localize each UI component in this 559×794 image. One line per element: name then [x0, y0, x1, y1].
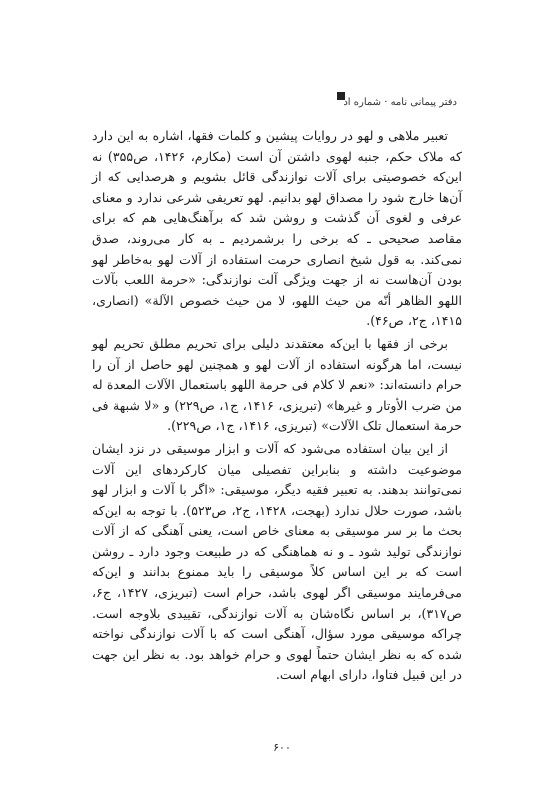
- page-number: ۶۰۰: [273, 741, 291, 754]
- body-text: [92, 126, 462, 686]
- paragraph-3: از این بیان استفاده می‌شود که آلات و ابزار موسیقی در نزد ایشان موضوعیت داشته و بنابراین تفصیلی میان کارکردهای این آلات نمی‌توانند بدهند. به تعبیر فقیه دیگر، موسیقی: «اگر با آلات و ابزار لهو باشد، صورت حلال ندارد (بهجت، ۱۴۲۸، ج۲، ص۵۲۳). با توجه به این‌که بحث ما بر سر موسیقی به معنای خاص است، یعنی آهنگی که از آلات نوازندگی تولید شود ـ و نه هماهنگی که در طبیعت وجود دارد ـ روشن است که بر این اساس کلاً موسیقی را باید ممنوع بدانند و این‌که می‌فرمایند موسیقی اگر لهوی باشد، حرام است (تبریزی، ۱۴۲۷، ج۶، ص۳۱۷)، بر اساس نگاه‌شان به آلات نوازندگی، تقییدی بلاوجه است. چراکه موسیقی مورد سؤال، آهنگی است که با آلات نوازندگی نواخته شده که به نظر ایشان حتماً لهوی و حرام خواهد بود. به نظر این جهت در این قبیل فتاوا، دارای ابهام است.: [92, 440, 463, 683]
- paragraph-2: برخی از فقها با این‌که معتقدند دلیلی برای تحریم مطلق تحریم لهو نیست، اما هرگونه استفاده از آلات لهو و همچنین لهو حاصل از آن را حرام دانسته‌اند: «نعم لا کلام فی حرمة اللهو باستعمال الآلات المعدة له من ضرب الأوتار و غیرها» (تبریزی، ۱۴۱۶، ج۱، ص۲۲۹) و «لا شبهة فی حرمة استعمال تلک الآلات» (تبریزی، ۱۴۱۶، ج۱، ص۲۲۹).: [92, 335, 463, 434]
- paragraph-1: تعبیر ملاهی و لهو در روایات پیشین و کلمات فقها، اشاره به این دارد که ملاک حکم، جنبه لهوی داشتن آن است (مکارم، ۱۴۲۶، ص۳۵۵) نه این‌که خصوصیتی برای آلات نوازندگی قائل بشویم و هرصدایی که از آن‌ها خارج شود را مصداق لهو بدانیم. لهو تعریفی شرعی ندارد و معنای عرفی و لغوی آن گذشت و روشن شد که برآهنگ‌هایی هم که برای مقاصد صحیحی ـ که برخی را برشمردیم ـ به کار می‌روند، صدق نمی‌کند. به قول شیخ انصاری حرمت استفاده از آلات لهو به‌خاطر لهو بودن آن‌هاست نه از جهت ویژگی آلت نوازندگی: «حرمة اللعب بآلات اللهو الظاهر أنّه من حیث اللهو، لا من حیث خصوص الآلة» (انصاری، ۱۴۱۵، ج۲، ص۴۶).: [92, 128, 462, 329]
- running-head: دفتر پیمانی نامه · شماره اد: [343, 97, 457, 108]
